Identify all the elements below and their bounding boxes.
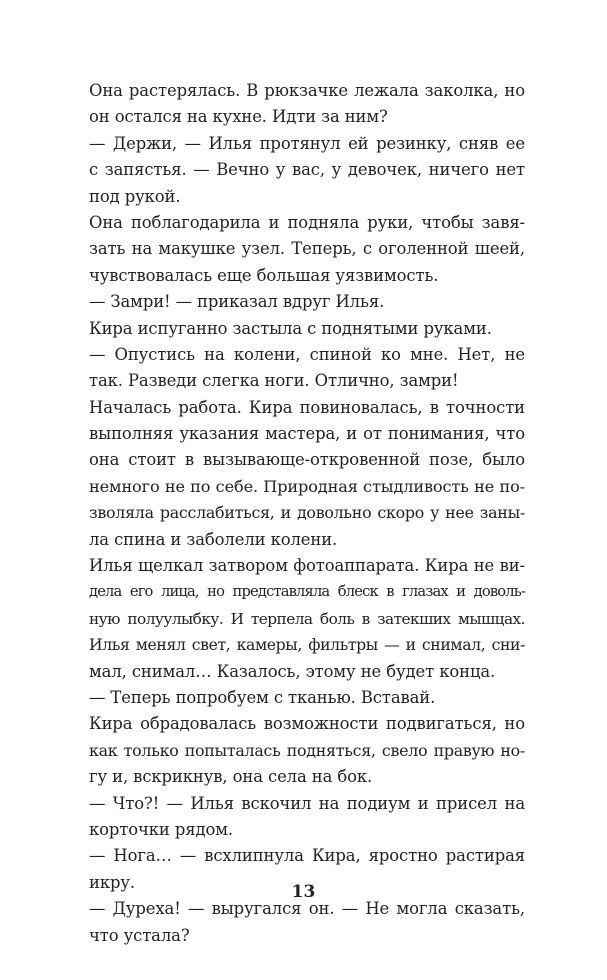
text-line: — Теперь попробуем с тканью. Вставай. xyxy=(89,687,436,707)
text-line: немного не по себе. Природная стыдливость не по- xyxy=(89,476,525,496)
text-line: Она поблагодарила и подняла руки, чтобы завя- xyxy=(89,212,525,232)
text-line: — Опустись на колени, спиной ко мне. Нет, не xyxy=(89,344,525,364)
text-line: зать на макушке узел. Теперь, с оголенной шеей, xyxy=(89,239,525,259)
text-line: Илья менял свет, камеры, фильтры — и снимал, сни- xyxy=(89,635,525,655)
text-line: как только попыталась подняться, свело правую но- xyxy=(89,740,525,760)
text-line: Она растерялась. В рюкзачке лежала заколка, но xyxy=(89,81,525,100)
text-line: зволяла расслабиться, и довольно скоро у нее заны- xyxy=(89,503,525,523)
text-line: что устала? xyxy=(89,925,190,945)
page-number: 13 xyxy=(291,882,316,902)
text-line: Кира обрадовалась возможности подвигаться, но xyxy=(89,714,525,734)
text-line: икру. xyxy=(89,872,136,892)
text-line: Началась работа. Кира повиновалась, в точности xyxy=(89,397,525,417)
text-line: чувствовалась еще большая уязвимость. xyxy=(89,265,439,285)
body-text xyxy=(89,78,525,949)
text-line: Кира испуганно застыла с поднятыми руками. xyxy=(89,318,492,338)
text-line: выполняя указания мастера, и от понимания, что xyxy=(89,424,525,444)
text-line: корточки рядом. xyxy=(89,819,234,839)
text-line: мал, снимал… Казалось, этому не будет конца. xyxy=(89,661,496,681)
text-line: так. Разведи слегка ноги. Отлично, замри! xyxy=(89,371,459,391)
text-line: — Замри! — приказал вдруг Илья. xyxy=(89,292,385,312)
text-line: ную полуулыбку. И терпела боль в затекших мышцах. xyxy=(89,609,525,628)
text-line: ла спина и заболели колени. xyxy=(89,529,338,549)
text-line: — Нога… — всхлипнула Кира, яростно растирая xyxy=(89,846,525,866)
text-line: под рукой. xyxy=(89,186,181,206)
text-line: — Что?! — Илья вскочил на подиум и присел на xyxy=(89,793,525,813)
text-line: с запястья. — Вечно у вас, у девочек, ничего нет xyxy=(89,160,525,180)
text-line: дела его лица, но представляла блеск в глазах и доволь- xyxy=(89,583,525,601)
text-line: он остался на кухне. Идти за ним? xyxy=(89,107,388,127)
text-line: — Держи, — Илья протянул ей резинку, сняв ее xyxy=(89,133,525,153)
text-line: она стоит в вызывающе-откровенной позе, было xyxy=(89,450,525,470)
text-line: гу и, вскрикнув, она села на бок. xyxy=(89,767,373,787)
text-line: Илья щелкал затвором фотоаппарата. Кира не ви- xyxy=(89,556,525,576)
text-line: — Дуреха! — выругался он. — Не могла сказать, xyxy=(89,899,525,919)
